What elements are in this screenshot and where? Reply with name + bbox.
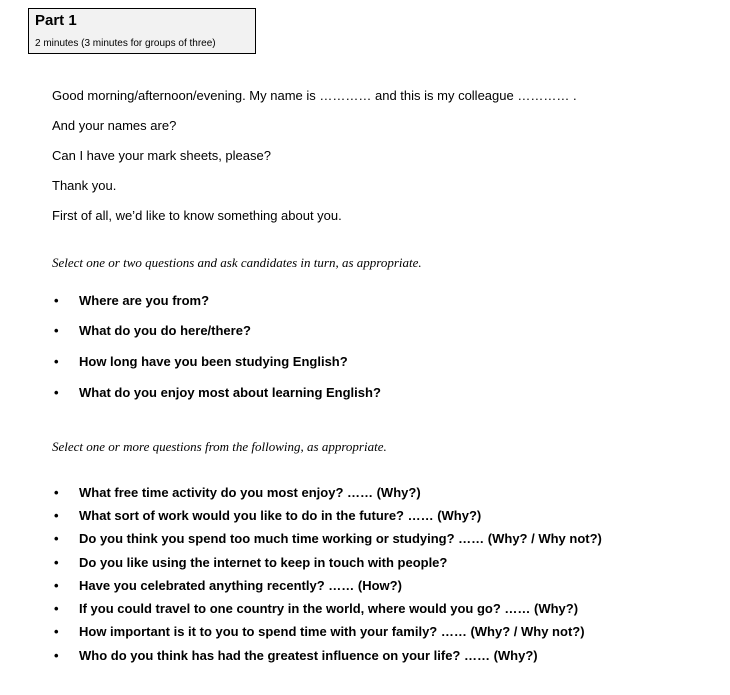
question-item [52, 354, 348, 370]
bullet-icon: • [54, 508, 59, 523]
bullet-icon: • [54, 601, 59, 616]
bullet-icon: • [54, 624, 59, 639]
script-thanks: Thank you. [52, 178, 117, 193]
part-duration: 2 minutes (3 minutes for groups of three) [35, 38, 216, 49]
script-mark-sheets: Can I have your mark sheets, please? [52, 148, 271, 163]
question-item [52, 578, 402, 594]
question-item [52, 648, 538, 664]
bullet-icon: • [54, 354, 59, 369]
question-text: Who do you think has had the greatest influence on your life? …… (Why?) [79, 648, 538, 663]
question-item [52, 323, 251, 339]
question-text: What free time activity do you most enjoy? …… (Why?) [79, 485, 421, 500]
question-text: What do you do here/there? [79, 323, 251, 338]
bullet-icon: • [54, 578, 59, 593]
section1-instruction: Select one or two questions and ask candidates in turn, as appropriate. [52, 255, 422, 270]
bullet-icon: • [54, 385, 59, 400]
question-text: How important is it to you to spend time with your family? …… (Why? / Why not?) [79, 624, 585, 639]
question-item [52, 485, 421, 501]
bullet-icon: • [54, 323, 59, 338]
question-text: Have you celebrated anything recently? …… (How?) [79, 578, 402, 593]
question-item [52, 601, 578, 617]
question-item [52, 624, 585, 640]
bullet-icon: • [54, 555, 59, 570]
question-text: Do you think you spend too much time working or studying? …… (Why? / Why not?) [79, 531, 602, 546]
question-text: What do you enjoy most about learning English? [79, 385, 381, 400]
script-names: And your names are? [52, 118, 177, 133]
question-item [52, 293, 209, 309]
bullet-icon: • [54, 531, 59, 546]
question-text: If you could travel to one country in the world, where would you go? …… (Why?) [79, 601, 579, 616]
question-item [52, 555, 447, 571]
script-greeting: Good morning/afternoon/evening. My name is ………… and this is my colleague ………… . [52, 88, 577, 103]
bullet-icon: • [54, 485, 59, 500]
question-text: Where are you from? [79, 293, 210, 308]
part-header-box [28, 8, 256, 54]
section2-instruction: Select one or more questions from the following, as appropriate. [52, 439, 387, 454]
script-intro: First of all, we’d like to know something about you. [52, 208, 342, 223]
bullet-icon: • [54, 293, 59, 308]
question-text: Do you like using the internet to keep in touch with people? [79, 555, 448, 570]
question-item [52, 508, 481, 524]
bullet-icon: • [54, 648, 59, 663]
part-title: Part 1 [35, 12, 77, 29]
question-text: What sort of work would you like to do in the future? …… (Why?) [79, 508, 482, 523]
question-text: How long have you been studying English? [79, 354, 348, 369]
question-item [52, 531, 602, 547]
question-item [52, 385, 381, 401]
